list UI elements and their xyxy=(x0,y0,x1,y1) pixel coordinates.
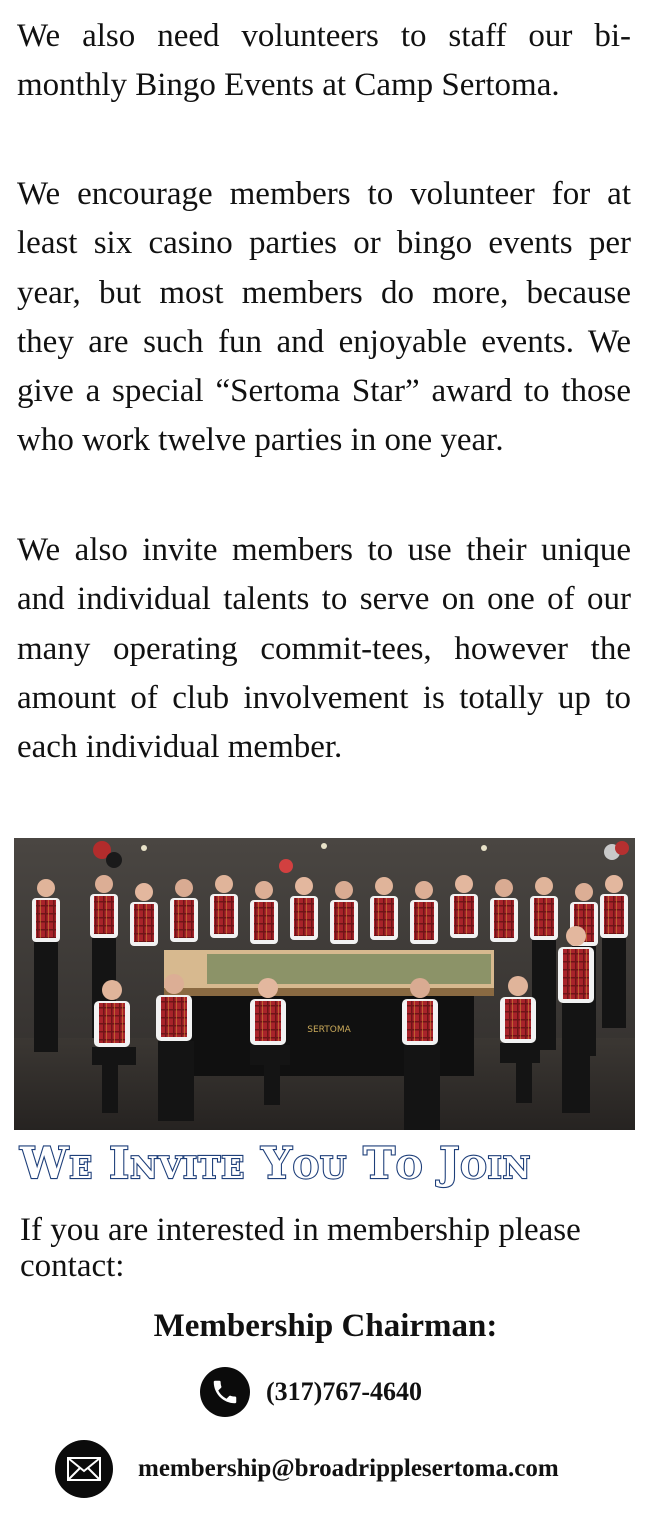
email-address[interactable]: membership@broadripplesertoma.com xyxy=(138,1455,559,1482)
paragraph-volunteer-encouragement: We encourage members to volunteer for at least six casino parties or bingo events per year, but most members do more, because they are such fun and enjoyable events. We give a special “Sertoma Star” award to those who work twelve parties in one year. xyxy=(17,176,631,459)
table-sign-text: SERTOMA xyxy=(307,1025,351,1035)
group-photo xyxy=(14,838,635,1130)
phone-icon xyxy=(200,1367,250,1417)
phone-contact xyxy=(200,1367,422,1417)
phone-number[interactable]: (317)767-4640 xyxy=(266,1377,422,1406)
invite-contact-text: If you are interested in membership please contact: xyxy=(20,1212,581,1284)
paragraph-bingo-volunteers: We also need volunteers to staff our bi-monthly Bingo Events at Camp Sertoma. xyxy=(17,18,631,104)
paragraph-committees: We also invite members to use their unique and individual talents to serve on one of our many operating commit-tees, however the amount of club involvement is totally up to each individual member. xyxy=(17,532,631,766)
membership-chairman-label: Membership Chairman: xyxy=(153,1308,498,1344)
envelope-icon xyxy=(55,1440,113,1498)
invite-heading: We Invite You To Join xyxy=(20,1139,532,1189)
group-photo-illustration xyxy=(14,838,635,1130)
email-contact xyxy=(55,1440,559,1498)
